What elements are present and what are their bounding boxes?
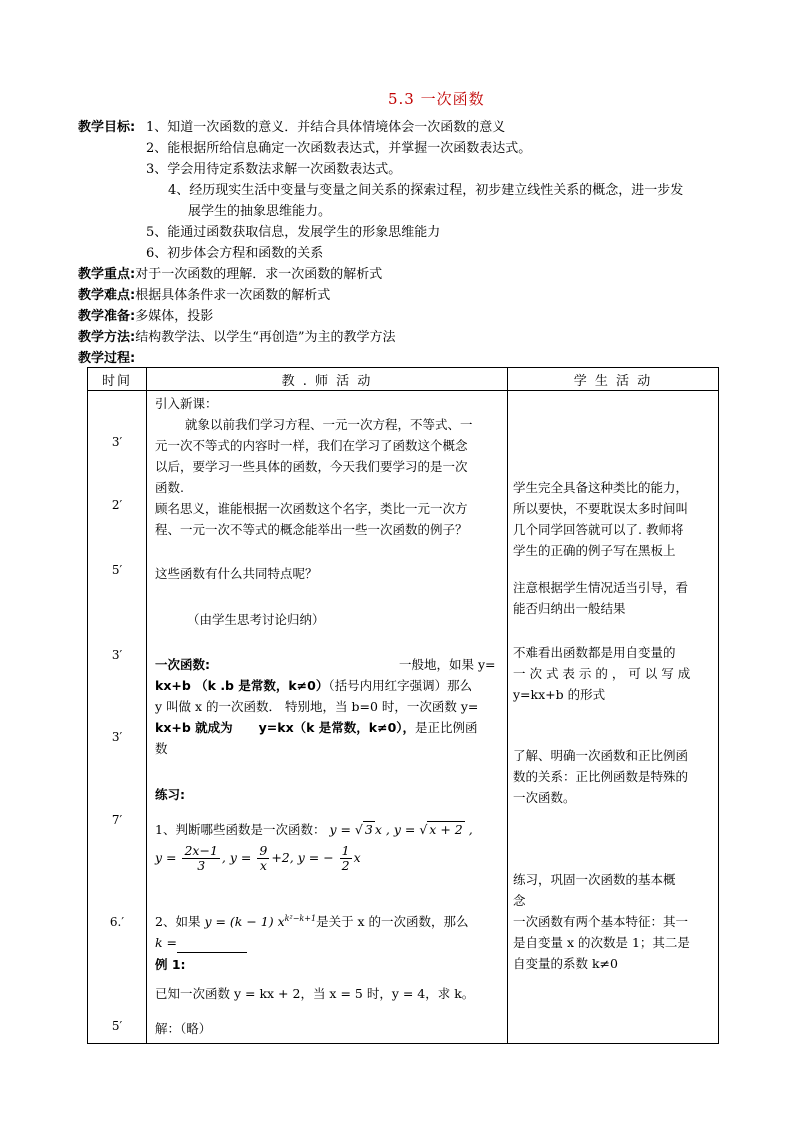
lesson-table (87, 367, 719, 1044)
header-student: 学 生 活 动 (508, 368, 719, 391)
student-note-1d: 学生的正确的例子写在黑板上 (513, 543, 676, 558)
exercise-1-text: 1、判断哪些函数是一次函数： (155, 822, 326, 837)
time-3: 5′ (111, 563, 123, 577)
definition-label: 一次函数: (155, 657, 210, 672)
key-point-row (78, 265, 382, 285)
method-label: 教学方法: (78, 330, 136, 345)
student-note-6b: 是自变量 x 的次数是 1；其二是 (513, 935, 690, 950)
process-label: 教学过程: (78, 351, 136, 366)
difficulty-label: 教学难点: (78, 288, 136, 303)
definition-general: kx+b 就成为 (155, 720, 233, 735)
answer-blank (177, 938, 247, 953)
definition-proportional: y=kx（k 是常数，k≠0）， (258, 720, 416, 735)
example-label: 例 1: (155, 957, 186, 972)
goal-2: 2、能根据所给信息确定一次函数表达式，并掌握一次函数表达式。 (146, 141, 532, 156)
student-note-2b: 能否归纳出一般结果 (513, 601, 626, 616)
table-header-row (88, 368, 719, 391)
goal-5: 5、能通过函数获取信息，发展学生的形象思维能力 (146, 225, 441, 240)
definition-line-2 (155, 675, 472, 696)
goals-label: 教学目标: (78, 120, 136, 135)
header-teacher: 教 . 师 活 动 (147, 368, 508, 391)
expr-sqrt-x2: y = √ x + 2 , (393, 822, 473, 837)
definition-line-4 (155, 717, 478, 738)
example-text: 已知一次函数 y = kx + 2，当 x = 5 时，y = 4，求 k。 (155, 986, 475, 1001)
time-8: 5′ (111, 1019, 123, 1033)
definition-note: （括号内用红字强调）那么 (328, 678, 473, 693)
student-note-4a: 了解、明确一次函数和正比例函 (513, 748, 689, 763)
exercise-1-cont (155, 844, 361, 873)
student-note-3a: 不难看出函数都是用自变量的 (513, 645, 676, 660)
goal-6: 6、初步体会方程和函数的关系 (146, 246, 324, 261)
intro-line-2: 元一次不等式的内容时一样，我们在学习了函数这个概念 (155, 438, 468, 453)
method: 结构教学法、以学生“再创造”为主的教学方法 (135, 330, 396, 345)
intro-line-4: 函数. (155, 480, 184, 495)
answer-note: 解：（略） (155, 1021, 212, 1036)
definition-line-1: 一般地，如果 y= (399, 657, 496, 672)
student-column (508, 391, 719, 1044)
student-note-4b: 数的关系：正比例函数是特殊的 (513, 769, 689, 784)
student-note-5b: 念 (513, 893, 526, 908)
student-note-3b: 一 次 式 表 示 的 ， 可 以 写 成 (513, 666, 691, 681)
student-note-3c: y=kx+b 的形式 (513, 687, 606, 702)
exercise-label: 练习: (155, 787, 185, 802)
exercise-2-post: 是关于 x 的一次函数，那么 (316, 914, 469, 930)
exercise-2-pre: 2、如果 (155, 914, 201, 930)
difficulty: 根据具体条件求一次函数的解析式 (135, 288, 331, 303)
time-6: 7′ (111, 813, 123, 827)
time-column (88, 391, 147, 1044)
definition-formula: kx+b （k .b 是常数，k≠0） (155, 678, 329, 693)
definition-line-3: y 叫做 x 的一次函数． 特别地，当 b=0 时，一次函数 y= (155, 699, 479, 714)
student-note-2a: 注意根据学生情况适当引导，看 (513, 580, 689, 595)
student-note-6a: 一次函数有两个基本特征：其一 (513, 914, 689, 929)
process-row (78, 349, 135, 369)
time-4: 3′ (111, 648, 123, 662)
student-note-4c: 一次函数。 (513, 790, 576, 805)
student-note-1b: 所以要快，不要耽误太多时间叫 (513, 501, 689, 516)
definition-line-5: 数 (155, 741, 168, 756)
difficulty-row (78, 286, 330, 306)
common-question: 这些函数有什么共同特点呢？ (155, 566, 318, 581)
intro-line-1: 就象以前我们学习方程、一元一次方程，不等式、一 (185, 417, 473, 432)
teacher-column (147, 391, 508, 1044)
exercise-1 (155, 819, 473, 840)
time-2: 2′ (111, 498, 123, 512)
expr-frac-3: y = − $\frac{1}{2}$ x (297, 843, 361, 873)
expr-frac-1: y = $\frac{2x-1}{3}$ , (155, 843, 226, 873)
student-note-1c: 几个同学回答就可以了. 教师将 (513, 522, 684, 537)
time-1: 3′ (111, 435, 123, 449)
goals-row (78, 118, 135, 138)
exercise-2 (155, 908, 469, 932)
student-note-6c: 自变量的系数 k≠0 (513, 956, 618, 971)
preparation-row (78, 307, 213, 327)
goal-4-cont: 展学生的抽象思维能力。 (188, 204, 332, 219)
key-point: 对于一次函数的理解．求一次函数的解析式 (135, 267, 383, 282)
key-label: 教学重点: (78, 267, 136, 282)
time-7: 6.′ (109, 915, 125, 929)
student-note-5a: 练习，巩固一次函数的基本概 (513, 872, 676, 887)
discussion-note: （由学生思考讨论归纳） (187, 612, 325, 627)
goal-1: 1、知道一次函数的意义．并结合具体情境体会一次函数的意义 (146, 120, 506, 135)
method-row (78, 328, 396, 348)
student-note-1a: 学生完全具备这种类比的能力， (513, 480, 689, 495)
page-title: 5.3 一次函数 (388, 90, 485, 108)
expr-frac-2: y = $\frac{9}{x}$ +2, (229, 843, 294, 873)
preparation: 多媒体，投影 (135, 309, 214, 324)
goal-3: 3、学会用待定系数法求解一次函数表达式。 (146, 162, 402, 177)
guess-line-1: 顾名思义，谁能根据一次函数这个名字，类比一元一次方 (155, 501, 468, 516)
expr-sqrt3x: y = √ 3 x , (329, 822, 390, 837)
definition-conclusion: 是正比例函 (415, 720, 478, 735)
expr-power: y = (k − 1) $x^{k^2-k+1}$ (204, 914, 317, 930)
time-5: 3′ (111, 730, 123, 744)
goal-4: 4、经历现实生活中变量与变量之间关系的探索过程，初步建立线性关系的概念，进一步发 (168, 183, 684, 198)
intro-title: 引入新课： (155, 396, 218, 411)
guess-line-2: 程、一元一次不等式的概念能举出一些一次函数的例子？ (155, 522, 468, 537)
prep-label: 教学准备: (78, 309, 136, 324)
table-body-row (88, 391, 719, 1044)
intro-line-3: 以后，要学习一些具体的函数，今天我们要学习的是一次 (155, 459, 468, 474)
k-equals: k = (155, 935, 178, 950)
header-time: 时间 (88, 368, 147, 391)
exercise-2-answer (155, 932, 247, 953)
